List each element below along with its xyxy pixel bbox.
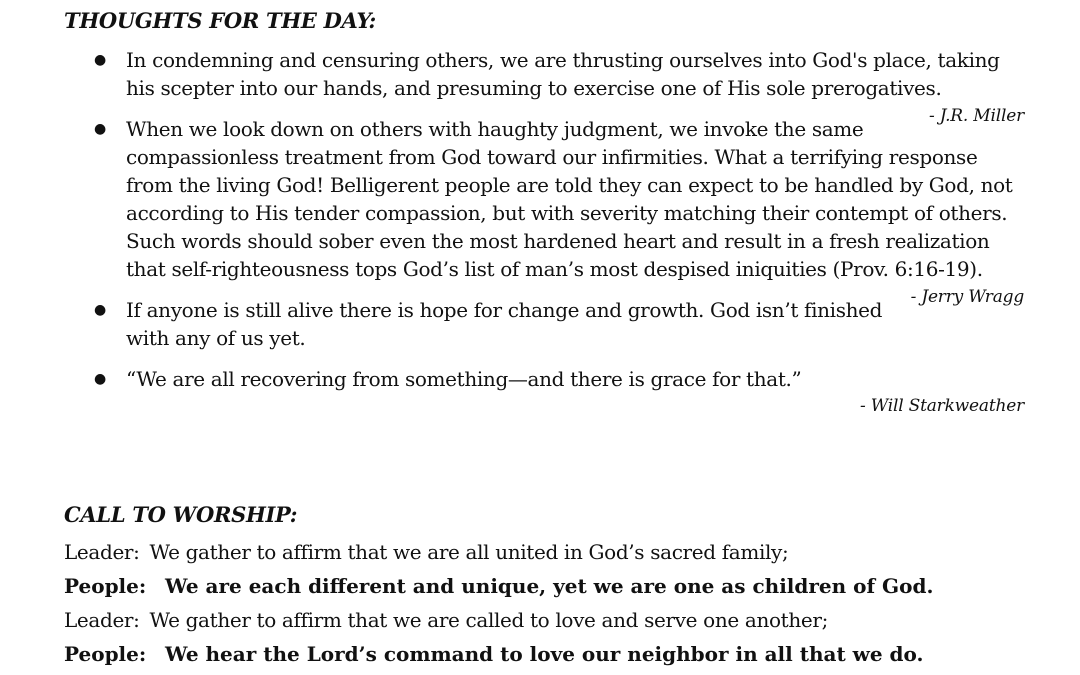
thought-attribution: - Will Starkweather <box>860 396 1024 416</box>
thought-attribution: - J.R. Miller <box>929 106 1024 126</box>
thought-text: “We are all recovering from something—and there is grace for that.” <box>126 367 802 391</box>
bullet-icon: ● <box>94 121 106 137</box>
bullet-icon: ● <box>94 302 106 318</box>
litany-people-line <box>64 572 1024 600</box>
litany-speaker: People: <box>64 642 147 666</box>
litany-speaker: People: <box>64 574 147 598</box>
call-to-worship-litany <box>64 538 1024 674</box>
thoughts-list <box>90 46 1024 432</box>
thought-item <box>90 296 1024 352</box>
thought-text: If anyone is still alive there is hope for change and growth. God isn’t finished with any of us yet. <box>126 298 883 350</box>
call-to-worship-heading: CALL TO WORSHIP: <box>64 502 298 527</box>
litany-speaker: Leader: <box>64 540 140 564</box>
thoughts-heading: THOUGHTS FOR THE DAY: <box>64 8 377 33</box>
litany-speaker: Leader: <box>64 608 140 632</box>
litany-leader-line <box>64 606 1024 634</box>
bullet-icon: ● <box>94 371 106 387</box>
litany-text: We gather to affirm that we are called to love and serve one another; <box>149 608 828 632</box>
thought-item <box>90 115 1024 307</box>
thought-text: In condemning and censuring others, we are thrusting ourselves into God's place, taking his scepter into our hands, and presuming to exercise one of His sole prerogatives. <box>126 48 1000 100</box>
bullet-icon: ● <box>94 52 106 68</box>
litany-text: We gather to affirm that we are all united in God’s sacred family; <box>149 540 789 564</box>
litany-leader-line <box>64 538 1024 566</box>
thought-attribution: - Jerry Wragg <box>910 287 1024 307</box>
litany-text: We hear the Lord’s command to love our neighbor in all that we do. <box>165 642 924 666</box>
thought-item <box>90 46 1024 126</box>
litany-text: We are each different and unique, yet we are one as children of God. <box>165 574 934 598</box>
litany-people-line <box>64 640 1024 668</box>
thought-text: When we look down on others with haughty judgment, we invoke the same compassionless treatment from God toward our infirmities. What a terrifying response from the living God! Belligerent people are told they can expect to be handled by God, not according to His tender compassion, but with severity matching their contempt of others. Such words should sober even the most hardened heart and result in a fresh realization that self-righteousness tops God’s list of man’s most despised iniquities (Prov. 6:16-19). <box>126 117 1013 281</box>
thought-item <box>90 365 1024 419</box>
